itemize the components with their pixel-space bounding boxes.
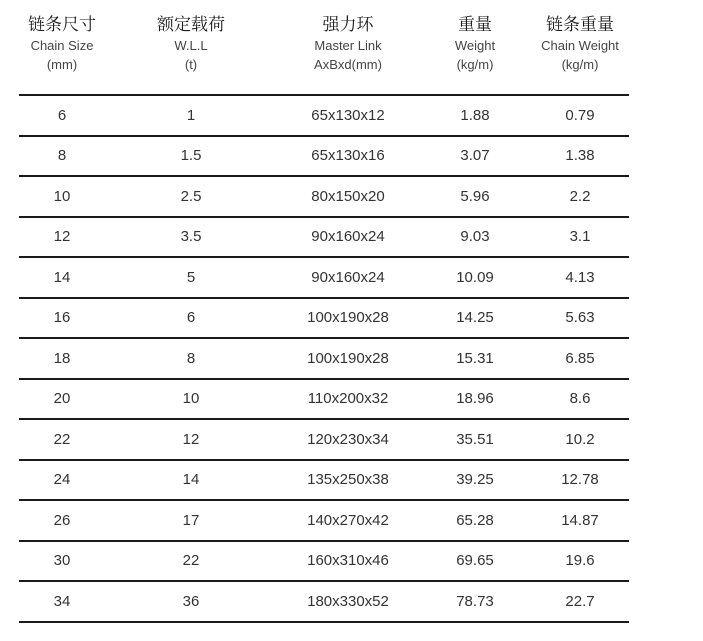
table-row	[19, 177, 629, 218]
cell-chain-weight: 0.79	[565, 106, 595, 124]
header-en-label: Master Link	[314, 38, 382, 53]
cell-weight: 18.96	[456, 390, 494, 408]
cell-chain-size: 16	[53, 309, 71, 327]
cell-master-link: 120x230x34	[307, 430, 389, 448]
cell-chain-size: 26	[53, 511, 71, 529]
header-cn-label: 强力环	[322, 15, 374, 35]
table-header	[19, 14, 629, 96]
cell-weight: 5.96	[460, 187, 490, 205]
cell-chain-weight: 5.63	[565, 309, 595, 327]
cell-chain-size: 14	[53, 268, 71, 286]
cell-master-link: 80x150x20	[311, 187, 385, 205]
cell-wll: 2.5	[180, 187, 202, 205]
cell-chain-size: 34	[53, 592, 71, 610]
header-en-label: Chain Weight	[541, 38, 619, 53]
cell-chain-weight: 8.6	[569, 390, 591, 408]
cell-chain-size: 10	[53, 187, 71, 205]
cell-weight: 15.31	[456, 349, 494, 367]
cell-wll: 6	[186, 309, 196, 327]
table-row	[19, 461, 629, 502]
table-row	[19, 137, 629, 178]
table-row	[19, 218, 629, 259]
chain-spec-table	[19, 14, 629, 623]
table-row	[19, 582, 629, 623]
cell-chain-size: 24	[53, 471, 71, 489]
cell-master-link: 140x270x42	[307, 511, 389, 529]
header-unit-label: (t)	[184, 57, 198, 72]
header-cn-label: 重量	[458, 15, 492, 35]
table-row	[19, 380, 629, 421]
header-weight	[419, 14, 531, 94]
cell-master-link: 180x330x52	[307, 592, 389, 610]
cell-weight: 69.65	[456, 552, 494, 570]
cell-weight: 10.09	[456, 268, 494, 286]
cell-master-link: 65x130x16	[311, 147, 385, 165]
cell-wll: 1.5	[180, 147, 202, 165]
cell-master-link: 110x200x32	[307, 390, 389, 408]
cell-chain-weight: 2.2	[569, 187, 591, 205]
cell-master-link: 160x310x46	[307, 552, 389, 570]
table-row	[19, 299, 629, 340]
header-unit-label: (kg/m)	[561, 57, 599, 72]
header-master-link	[277, 14, 419, 94]
cell-wll: 14	[182, 471, 200, 489]
table-row	[19, 96, 629, 137]
cell-wll: 22	[182, 552, 200, 570]
cell-wll: 1	[186, 106, 196, 124]
header-wll	[105, 14, 277, 94]
cell-chain-size: 30	[53, 552, 71, 570]
header-en-label: Weight	[454, 38, 496, 53]
cell-chain-size: 6	[57, 106, 67, 124]
cell-chain-weight: 1.38	[565, 147, 595, 165]
table-row	[19, 501, 629, 542]
cell-chain-size: 12	[53, 228, 71, 246]
cell-wll: 5	[186, 268, 196, 286]
cell-weight: 39.25	[456, 471, 494, 489]
cell-chain-weight: 12.78	[561, 471, 599, 489]
cell-weight: 14.25	[456, 309, 494, 327]
header-unit-label: (kg/m)	[456, 57, 494, 72]
cell-chain-size: 22	[53, 430, 71, 448]
cell-wll: 3.5	[180, 228, 202, 246]
header-en-label: Chain Size	[30, 38, 94, 53]
cell-wll: 8	[186, 349, 196, 367]
header-chain-size	[19, 14, 105, 94]
cell-wll: 36	[182, 592, 200, 610]
header-chain-weight	[531, 14, 629, 94]
cell-chain-weight: 19.6	[565, 552, 595, 570]
cell-chain-weight: 22.7	[565, 592, 595, 610]
table-row	[19, 339, 629, 380]
cell-chain-weight: 10.2	[565, 430, 595, 448]
table-row	[19, 542, 629, 583]
table-row	[19, 258, 629, 299]
cell-wll: 10	[182, 390, 200, 408]
cell-weight: 9.03	[460, 228, 490, 246]
cell-master-link: 100x190x28	[307, 349, 389, 367]
table-row	[19, 420, 629, 461]
cell-master-link: 65x130x12	[311, 106, 385, 124]
cell-wll: 12	[182, 430, 200, 448]
cell-weight: 65.28	[456, 511, 494, 529]
cell-weight: 3.07	[460, 147, 490, 165]
cell-chain-weight: 4.13	[565, 268, 595, 286]
header-unit-label: AxBxd(mm)	[314, 57, 382, 72]
cell-chain-weight: 6.85	[565, 349, 595, 367]
cell-chain-weight: 3.1	[569, 228, 591, 246]
header-cn-label: 链条重量	[546, 15, 614, 35]
header-en-label: W.L.L	[174, 38, 208, 53]
cell-chain-size: 8	[57, 147, 67, 165]
cell-master-link: 100x190x28	[307, 309, 389, 327]
header-cn-label: 链条尺寸	[28, 15, 96, 35]
cell-master-link: 135x250x38	[307, 471, 389, 489]
cell-chain-size: 20	[53, 390, 71, 408]
cell-master-link: 90x160x24	[311, 228, 385, 246]
cell-chain-size: 18	[53, 349, 71, 367]
cell-chain-weight: 14.87	[561, 511, 599, 529]
cell-weight: 78.73	[456, 592, 494, 610]
cell-master-link: 90x160x24	[311, 268, 385, 286]
cell-wll: 17	[182, 511, 200, 529]
header-unit-label: (mm)	[46, 57, 78, 72]
cell-weight: 35.51	[456, 430, 494, 448]
cell-weight: 1.88	[460, 106, 490, 124]
header-cn-label: 额定载荷	[157, 15, 225, 35]
